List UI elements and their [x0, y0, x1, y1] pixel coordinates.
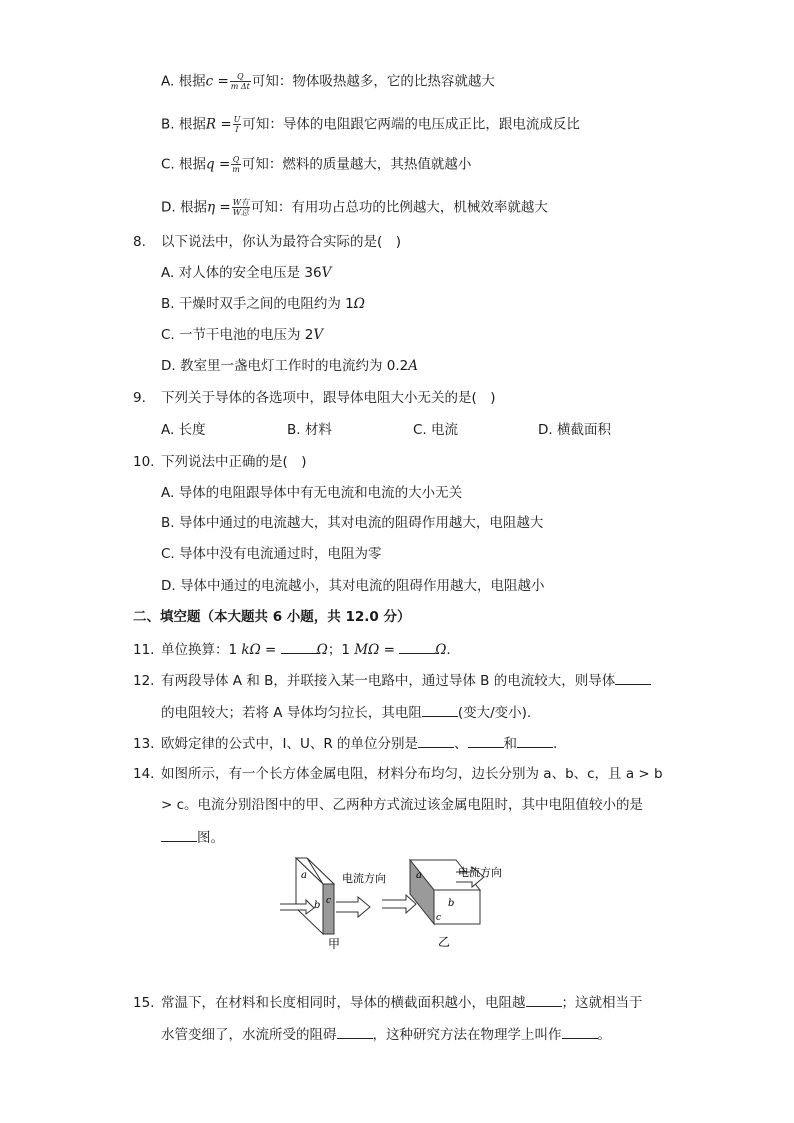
q13-blank-1[interactable]: [418, 734, 454, 748]
q10-option-d: D. 导体中通过的电流越小，其对电流的阻碍作用越大，电阻越小: [161, 578, 545, 594]
q7-a-fraction: $\frac{Q}{\text{m Δt}}$: [230, 72, 250, 91]
q14-figure: [276, 852, 526, 952]
current-label-jia: 电流方向: [342, 872, 386, 885]
q8-stem: 8. 以下说法中，你认为最符合实际的是( ): [133, 234, 402, 250]
q7-option-d: D. 根据η = $\frac{\text{W有}}{\text{W总}}$ 可知：有用功占总功的比例越大，机械效率就越大: [161, 198, 548, 217]
q15-blank-1[interactable]: [526, 993, 562, 1007]
edge-a-label-yi: a: [416, 870, 422, 881]
q11-blank-2[interactable]: [399, 640, 435, 654]
q12-line1: 12. 有两段导体 A 和 B，并联接入某一电路中，通过导体 B 的电流较大，则导体: [133, 671, 651, 690]
q12-blank-1[interactable]: [615, 671, 651, 685]
q9-stem: 9. 下列关于导体的各选项中，跟导体电阻大小无关的是( ): [133, 390, 496, 406]
q15-blank-3[interactable]: [562, 1025, 598, 1039]
label-jia: 甲: [328, 937, 341, 951]
q15-blank-2[interactable]: [337, 1025, 373, 1039]
q13: 13. 欧姆定律的公式中，I、U、R 的单位分别是 、 和 .: [133, 736, 558, 752]
q15-line1: 15. 常温下，在材料和长度相同时，导体的横截面积越小，电阻越 ；这就相当于: [133, 995, 643, 1011]
q14-line2: > c。电流分别沿图中的甲、乙两种方式流过该金属电阻时，其中电阻值较小的是: [161, 797, 644, 813]
edge-a-label: a: [301, 870, 307, 881]
edge-b-label-yi: b: [448, 898, 455, 909]
q10-option-c: C. 导体中没有电流通过时，电阻为零: [161, 546, 382, 562]
q7-option-c: C. 根据q = $\frac{Q}{m}$ 可知：燃料的质量越大，其热值就越小: [161, 155, 472, 174]
q7-c-fraction: $\frac{Q}{m}$: [232, 155, 240, 174]
q8-option-c: C. 一节干电池的电压为 2V: [161, 327, 324, 343]
q12-blank-2[interactable]: [422, 703, 458, 717]
q10-option-a: A. 导体的电阻跟导体中有无电流和电流的大小无关: [161, 485, 463, 501]
arrow-in-yi: [382, 895, 416, 913]
label-yi: 乙: [438, 935, 451, 949]
q7-option-b: B. 根据R = $\frac{U}{I}$ 可知：导体的电阻跟它两端的电压成正比，跟电流成反比: [161, 115, 580, 134]
edge-c-label: c: [326, 896, 332, 906]
q7-option-a: A. 根据c = $\frac{Q}{\text{m Δt}}$ 可知：物体吸热越多，它的比热容就越大: [161, 72, 495, 91]
q7-d-fraction: $\frac{\text{W有}}{\text{W总}}$: [232, 198, 249, 217]
q11: 11. 单位换算：1 kΩ = Ω；1 MΩ = Ω.: [133, 642, 451, 658]
q11-blank-1[interactable]: [281, 640, 317, 654]
edge-b-label: b: [314, 900, 321, 911]
q15-line2: 水管变细了，水流所受的阻碍 ，这种研究方法在物理学上叫作 。: [161, 1027, 611, 1043]
q14-line3: 图。: [161, 828, 224, 847]
q13-blank-2[interactable]: [468, 734, 504, 748]
q14-blank[interactable]: [161, 828, 197, 842]
q7-b-fraction: $\frac{U}{I}$: [233, 115, 241, 134]
q14-line1: 14. 如图所示，有一个长方体金属电阻，材料分布均匀，边长分别为 a、b、c，且 a > b: [133, 766, 663, 782]
q12-line2: 的电阻较大；若将 A 导体均匀拉长，其电阻 (变大/变小).: [161, 705, 532, 721]
current-label-yi: 电流方向: [458, 866, 502, 879]
edge-c-label-yi: c: [436, 913, 442, 923]
q13-blank-3[interactable]: [517, 734, 553, 748]
q9-option-c: C. 电流: [413, 422, 459, 438]
q10-stem: 10. 下列说法中正确的是( ): [133, 454, 307, 470]
block-jia: [280, 858, 370, 934]
q8-option-a: A. 对人体的安全电压是 36V: [161, 265, 332, 281]
q9-option-d: D. 横截面积: [538, 422, 611, 438]
q9-option-a: A. 长度: [161, 422, 206, 438]
arrow-out-jia: [336, 897, 370, 917]
q10-option-b: B. 导体中通过的电流越大，其对电流的阻碍作用越大，电阻越大: [161, 515, 544, 531]
q9-option-b: B. 材料: [287, 422, 332, 438]
q8-option-b: B. 干燥时双手之间的电阻约为 1Ω: [161, 296, 365, 312]
q8-option-d: D. 教室里一盏电灯工作时的电流约为 0.2A: [161, 358, 418, 374]
section-title: 二、填空题（本大题共 6 小题，共 12.0 分）: [133, 609, 411, 625]
